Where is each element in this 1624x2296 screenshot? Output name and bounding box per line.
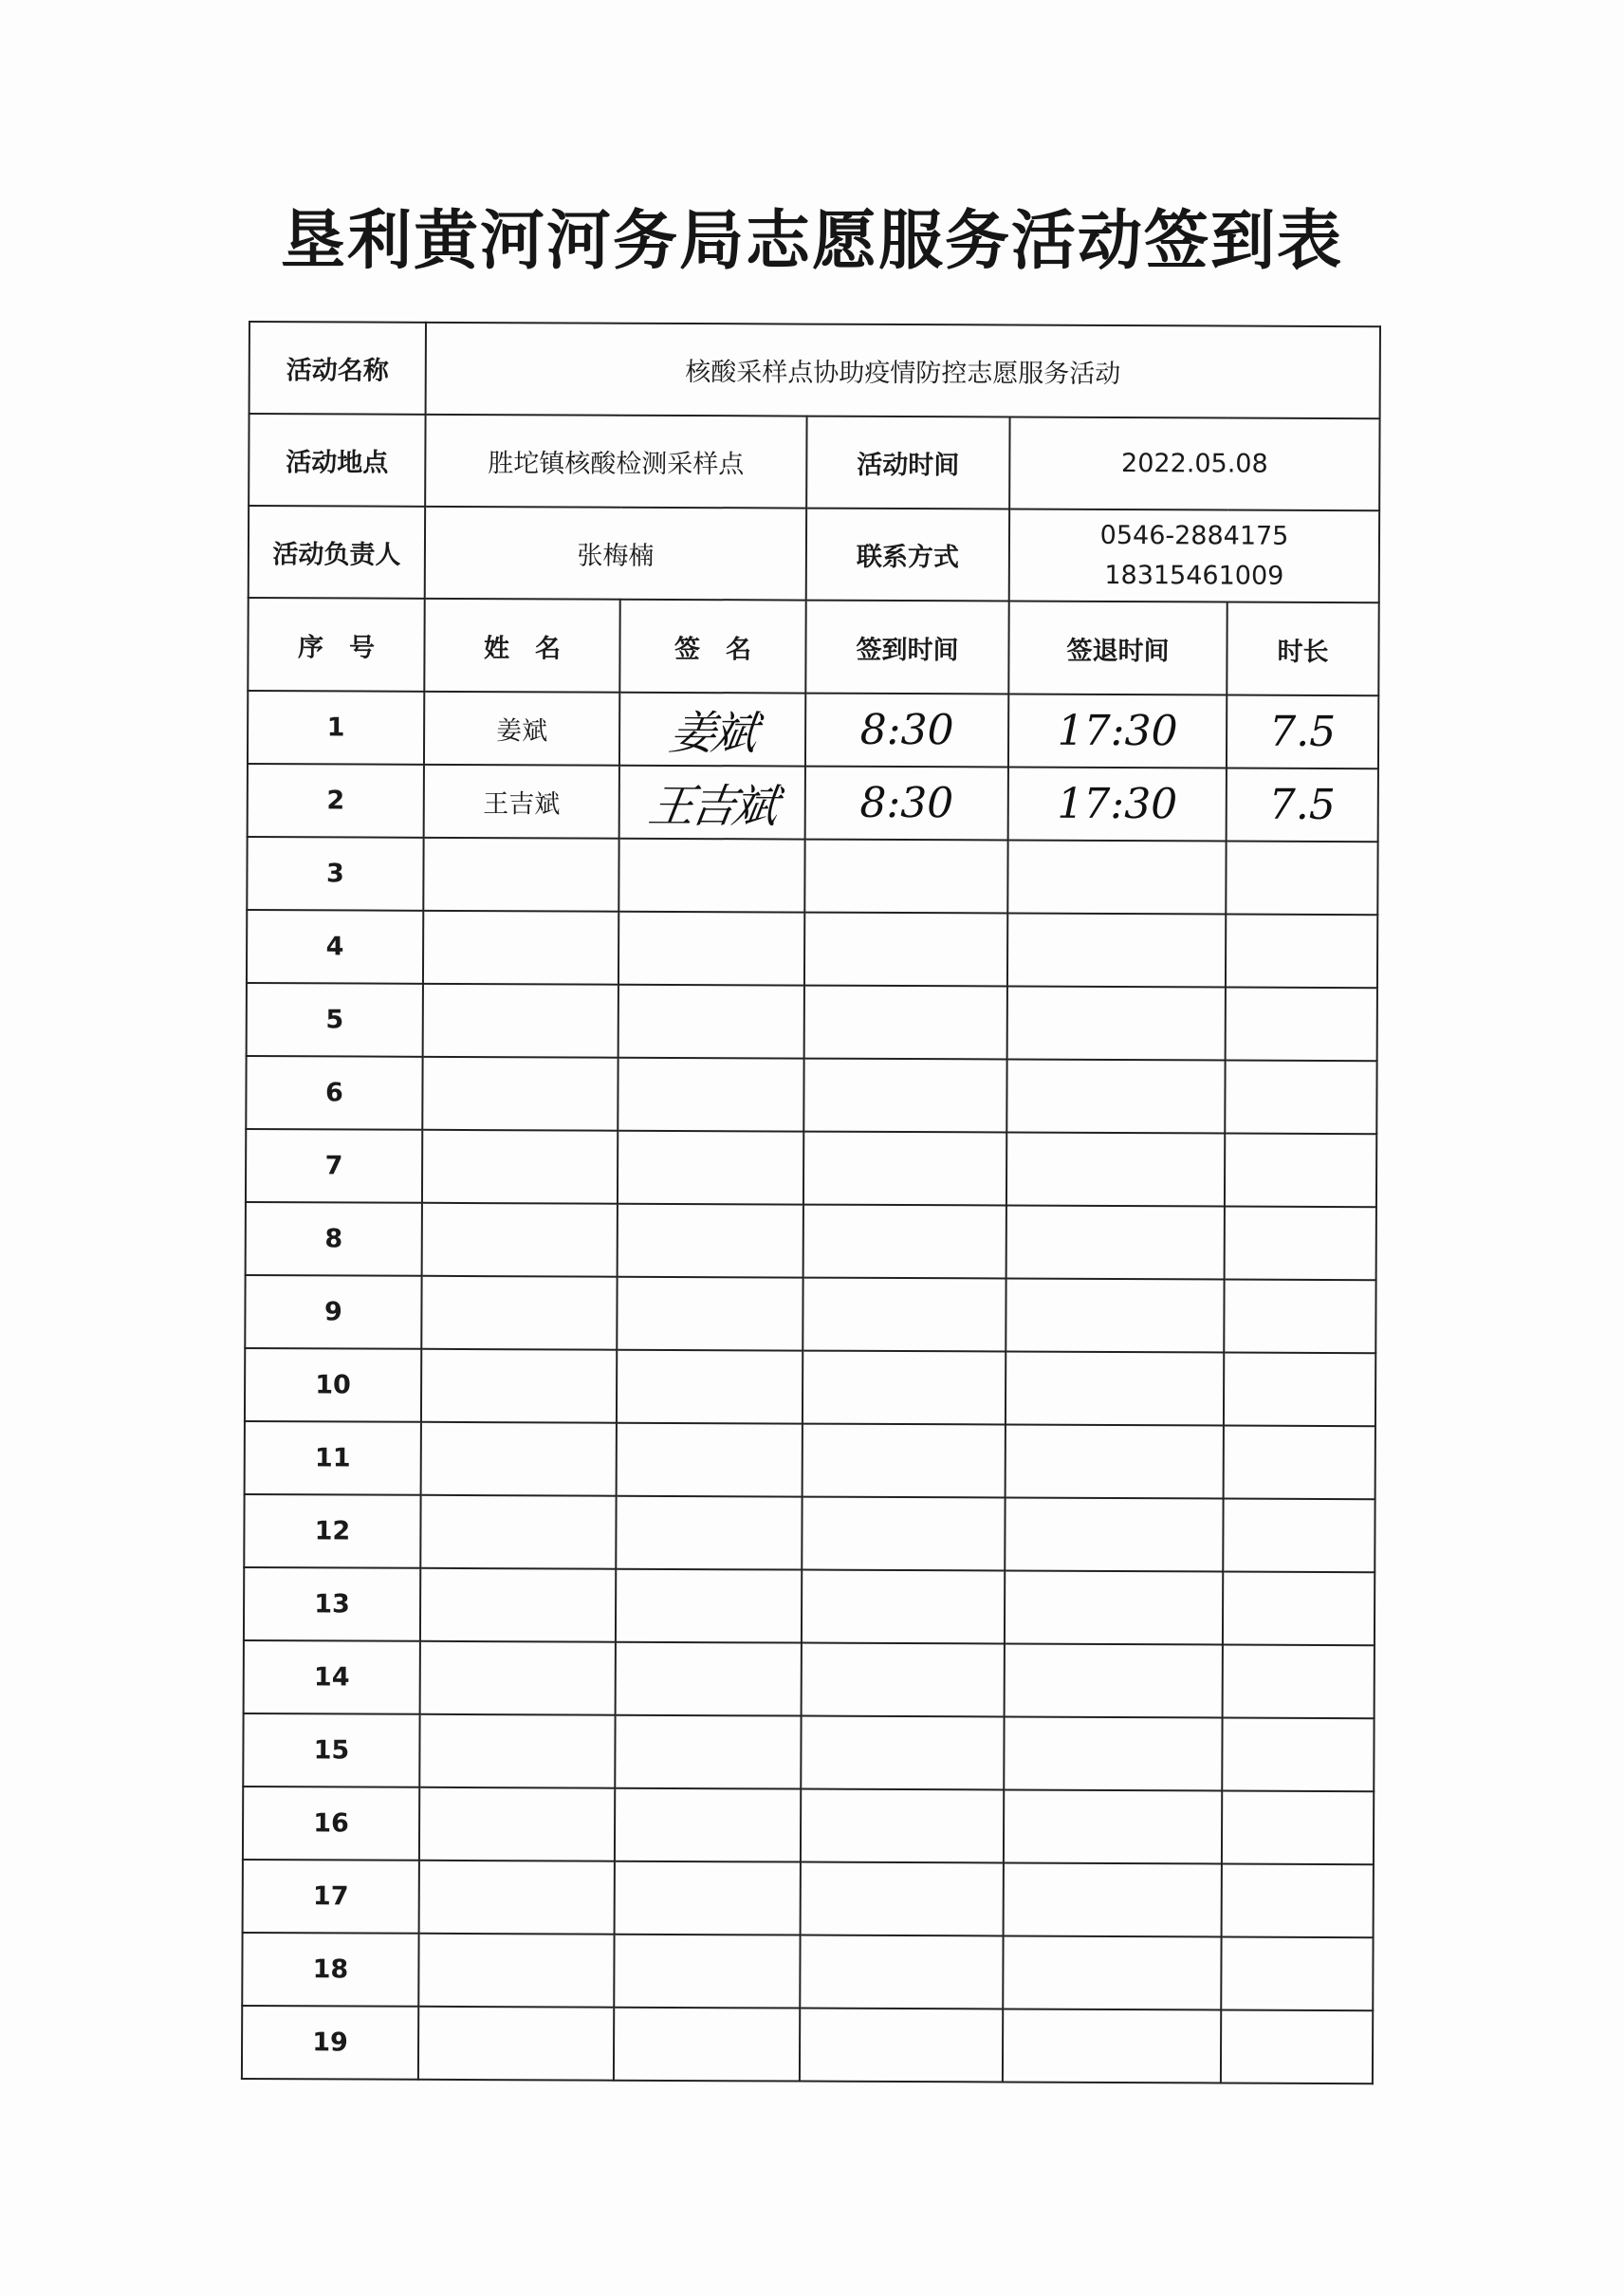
row-name-cell bbox=[423, 911, 618, 985]
table-row bbox=[246, 1056, 1376, 1134]
row-signature-cell bbox=[618, 912, 804, 986]
row-seq: 11 bbox=[314, 1443, 351, 1473]
row-duration-cell bbox=[1221, 2009, 1373, 2083]
column-header-name: 姓 名 bbox=[424, 599, 619, 693]
row-seq-cell bbox=[245, 1275, 421, 1349]
contact-label: 联系方式 bbox=[806, 509, 1009, 602]
row-checkout-cell bbox=[1006, 1205, 1225, 1279]
row-duration-cell bbox=[1224, 1352, 1375, 1426]
row-duration-cell bbox=[1223, 1571, 1375, 1645]
table-row bbox=[242, 1933, 1373, 2010]
row-signature-cell bbox=[614, 1935, 800, 2009]
table-row bbox=[248, 764, 1378, 842]
row-seq-cell bbox=[243, 1713, 419, 1787]
row-checkin-cell bbox=[804, 840, 1007, 914]
column-header-section bbox=[248, 598, 1378, 695]
row-seq: 4 bbox=[325, 932, 344, 962]
row-name-cell bbox=[424, 692, 619, 766]
row-duration-cell bbox=[1224, 1279, 1375, 1353]
row-name: 姜斌 bbox=[496, 716, 548, 747]
table-row bbox=[243, 1860, 1374, 1937]
activity-name-row bbox=[249, 322, 1380, 418]
row-name-cell bbox=[420, 1568, 616, 1642]
row-checkin-cell bbox=[803, 1278, 1006, 1352]
row-name-cell bbox=[423, 838, 618, 912]
row-seq: 2 bbox=[326, 786, 345, 816]
row-duration-cell bbox=[1224, 1425, 1375, 1499]
leader-label: 活动负责人 bbox=[249, 506, 425, 599]
row-checkout-cell bbox=[1005, 1643, 1223, 1717]
row-seq: 3 bbox=[325, 859, 344, 889]
row-seq-cell bbox=[246, 1202, 422, 1276]
location-value: 胜坨镇核酸检测采样点 bbox=[425, 415, 806, 509]
row-signature-cell bbox=[618, 1204, 803, 1278]
page-title: 垦利黄河河务局志愿服务活动签到表 bbox=[280, 204, 1343, 279]
row-duration-cell bbox=[1227, 768, 1378, 842]
row-checkout-cell bbox=[1005, 1497, 1223, 1571]
row-seq-cell bbox=[244, 1567, 420, 1641]
row-checkout-cell bbox=[1008, 767, 1227, 841]
activity-name-value: 核酸采样点协助疫情防控志愿服务活动 bbox=[426, 323, 1380, 418]
row-name-cell bbox=[419, 1787, 615, 1861]
row-seq-cell bbox=[245, 1421, 421, 1495]
row-seq: 18 bbox=[312, 1954, 349, 1985]
row-signature-cell bbox=[616, 1642, 802, 1716]
row-checkin-cell bbox=[801, 1862, 1004, 1936]
row-duration-cell bbox=[1226, 842, 1377, 916]
row-signature-cell bbox=[619, 693, 805, 767]
row-signature-cell bbox=[615, 1715, 801, 1789]
time-value: 2022.05.08 bbox=[1009, 417, 1379, 511]
row-checkout-cell bbox=[1007, 986, 1226, 1060]
row-signature-cell bbox=[614, 2008, 800, 2082]
row-checkout-cell bbox=[1006, 1351, 1224, 1425]
row-seq: 13 bbox=[314, 1589, 350, 1620]
row-checkin-cell bbox=[800, 2009, 1003, 2083]
row-seq-cell bbox=[246, 1056, 422, 1130]
row-name-cell bbox=[419, 1861, 615, 1935]
row-duration-cell bbox=[1226, 988, 1377, 1062]
row-seq: 1 bbox=[326, 713, 345, 743]
row-checkout-cell bbox=[1006, 1278, 1224, 1352]
row-seq-cell bbox=[244, 1640, 420, 1714]
table-row bbox=[246, 1129, 1376, 1207]
row-name-cell bbox=[422, 1203, 618, 1277]
table-row bbox=[247, 983, 1377, 1061]
leader-value: 张梅楠 bbox=[425, 507, 806, 601]
sign-in-table bbox=[241, 321, 1381, 2084]
row-checkin-cell bbox=[804, 986, 1007, 1060]
table-row bbox=[245, 1421, 1375, 1499]
row-seq: 16 bbox=[313, 1808, 349, 1839]
row-checkout: 17:30 bbox=[1057, 706, 1178, 756]
row-name-cell bbox=[422, 1130, 618, 1204]
row-checkin-cell bbox=[802, 1643, 1005, 1717]
row-seq: 17 bbox=[312, 1881, 349, 1912]
table-row bbox=[243, 1713, 1374, 1791]
row-duration-cell bbox=[1222, 1790, 1374, 1864]
row-seq: 8 bbox=[324, 1224, 343, 1254]
row-seq-cell bbox=[242, 2006, 418, 2080]
time-label: 活动时间 bbox=[806, 417, 1009, 509]
table-row bbox=[245, 1348, 1375, 1426]
row-signature-cell bbox=[618, 839, 804, 913]
row-duration-cell bbox=[1226, 915, 1377, 989]
row-seq: 12 bbox=[314, 1516, 351, 1546]
row-checkin-cell bbox=[803, 1059, 1006, 1133]
row-name-cell bbox=[420, 1641, 616, 1715]
column-header-checkin: 签到时间 bbox=[805, 601, 1008, 694]
row-duration: 7.5 bbox=[1268, 780, 1336, 830]
row-seq: 14 bbox=[313, 1662, 350, 1693]
table-row bbox=[244, 1640, 1375, 1718]
table-row bbox=[246, 1202, 1376, 1280]
row-signature-cell bbox=[617, 1423, 803, 1497]
table-row bbox=[244, 1494, 1375, 1572]
row-checkin-cell bbox=[801, 1716, 1004, 1790]
row-checkin-cell bbox=[802, 1497, 1005, 1571]
row-signature-cell bbox=[619, 766, 805, 840]
row-seq-cell bbox=[247, 983, 423, 1057]
row-duration-cell bbox=[1225, 1133, 1376, 1207]
row-signature-cell bbox=[615, 1788, 801, 1862]
row-duration-cell bbox=[1222, 1863, 1374, 1937]
row-checkin-cell bbox=[802, 1570, 1005, 1644]
location-row bbox=[249, 414, 1379, 510]
row-signature-cell bbox=[617, 1350, 803, 1424]
table-row bbox=[242, 2006, 1373, 2083]
row-duration-cell bbox=[1223, 1644, 1375, 1718]
contact-phone-1: 0546-2884175 bbox=[1099, 520, 1289, 551]
row-checkin-cell bbox=[803, 1351, 1006, 1425]
contact-phone-2: 18315461009 bbox=[1104, 560, 1284, 591]
row-duration-cell bbox=[1223, 1498, 1375, 1572]
row-name-cell bbox=[418, 1934, 614, 2008]
row-seq-cell bbox=[245, 1348, 421, 1422]
row-checkout-cell bbox=[1004, 1716, 1222, 1790]
table-row bbox=[247, 910, 1377, 988]
row-checkin-cell bbox=[804, 913, 1007, 987]
row-duration-cell bbox=[1221, 1936, 1373, 2010]
row-seq: 19 bbox=[312, 2028, 348, 2058]
row-seq-cell bbox=[247, 910, 423, 984]
column-header-signature: 签 名 bbox=[619, 600, 805, 694]
info-section bbox=[249, 322, 1380, 602]
row-seq: 5 bbox=[325, 1005, 344, 1035]
row-signature-cell bbox=[615, 1861, 801, 1935]
row-seq-cell bbox=[243, 1860, 419, 1934]
row-seq-cell bbox=[248, 764, 424, 838]
row-seq-cell bbox=[243, 1787, 419, 1861]
activity-name-label: 活动名称 bbox=[249, 322, 426, 415]
row-checkin: 8:30 bbox=[859, 705, 954, 755]
row-checkout-cell bbox=[1006, 1424, 1224, 1498]
table-row bbox=[245, 1275, 1375, 1353]
row-seq-cell bbox=[248, 691, 424, 765]
row-seq: 15 bbox=[313, 1735, 350, 1766]
row-name-cell bbox=[421, 1276, 617, 1350]
row-duration-cell bbox=[1225, 1206, 1376, 1280]
row-checkin-cell bbox=[803, 1132, 1006, 1206]
row-signature-cell bbox=[617, 1277, 803, 1351]
row-checkout-cell bbox=[1006, 1132, 1225, 1206]
row-seq-cell bbox=[246, 1129, 422, 1203]
row-signature: 王吉斌 bbox=[645, 779, 779, 834]
row-name-cell bbox=[419, 1714, 615, 1788]
row-name-cell bbox=[424, 765, 619, 839]
row-name-cell bbox=[422, 1057, 618, 1131]
row-name-cell bbox=[421, 1349, 617, 1423]
row-signature-cell bbox=[618, 1058, 803, 1132]
row-duration-cell bbox=[1227, 695, 1378, 769]
column-header-duration: 时长 bbox=[1227, 602, 1378, 696]
table-row bbox=[244, 1567, 1375, 1645]
row-checkin-cell bbox=[803, 1205, 1006, 1279]
row-seq-cell bbox=[247, 837, 423, 911]
row-checkin-cell bbox=[801, 1789, 1004, 1863]
row-checkin-cell bbox=[805, 767, 1008, 841]
row-signature-cell bbox=[618, 1131, 803, 1205]
row-name-cell bbox=[418, 2007, 614, 2081]
row-name-cell bbox=[423, 984, 618, 1058]
row-seq: 10 bbox=[315, 1370, 351, 1400]
row-checkin-cell bbox=[805, 694, 1008, 768]
row-duration-cell bbox=[1222, 1717, 1374, 1791]
row-seq: 6 bbox=[324, 1078, 343, 1108]
row-signature-cell bbox=[618, 985, 804, 1059]
row-checkout-cell bbox=[1003, 2009, 1221, 2083]
contact-value bbox=[1009, 509, 1379, 603]
row-checkin-cell bbox=[800, 1935, 1003, 2009]
row-name: 王吉斌 bbox=[483, 789, 561, 820]
row-checkout-cell bbox=[1007, 840, 1226, 914]
row-signature: 姜斌 bbox=[666, 706, 758, 761]
column-header-row bbox=[248, 598, 1378, 695]
row-checkout-cell bbox=[1006, 1059, 1225, 1133]
leader-row bbox=[249, 506, 1379, 602]
row-signature-cell bbox=[616, 1569, 802, 1643]
row-seq-cell bbox=[242, 1933, 418, 2007]
table-row bbox=[243, 1787, 1374, 1864]
attendance-rows bbox=[242, 691, 1378, 2083]
column-header-checkout: 签退时间 bbox=[1008, 602, 1227, 695]
row-checkout-cell bbox=[1008, 694, 1227, 768]
row-checkout-cell bbox=[1004, 1862, 1222, 1936]
row-checkout: 17:30 bbox=[1057, 779, 1178, 829]
row-checkin: 8:30 bbox=[859, 778, 954, 828]
row-duration-cell bbox=[1225, 1060, 1376, 1134]
row-checkout-cell bbox=[1005, 1570, 1223, 1644]
row-seq: 9 bbox=[323, 1297, 342, 1327]
row-duration: 7.5 bbox=[1269, 707, 1337, 757]
row-name-cell bbox=[421, 1422, 617, 1496]
row-name-cell bbox=[420, 1495, 616, 1569]
table-row bbox=[247, 837, 1377, 915]
row-seq: 7 bbox=[324, 1151, 343, 1181]
row-checkout-cell bbox=[1007, 913, 1226, 987]
row-checkin-cell bbox=[803, 1424, 1006, 1498]
row-signature-cell bbox=[616, 1496, 802, 1570]
location-label: 活动地点 bbox=[249, 414, 425, 507]
row-checkout-cell bbox=[1003, 1935, 1221, 2009]
row-seq-cell bbox=[244, 1494, 420, 1568]
table-row bbox=[248, 691, 1378, 768]
column-header-seq: 序 号 bbox=[248, 598, 424, 692]
row-checkout-cell bbox=[1004, 1789, 1222, 1863]
